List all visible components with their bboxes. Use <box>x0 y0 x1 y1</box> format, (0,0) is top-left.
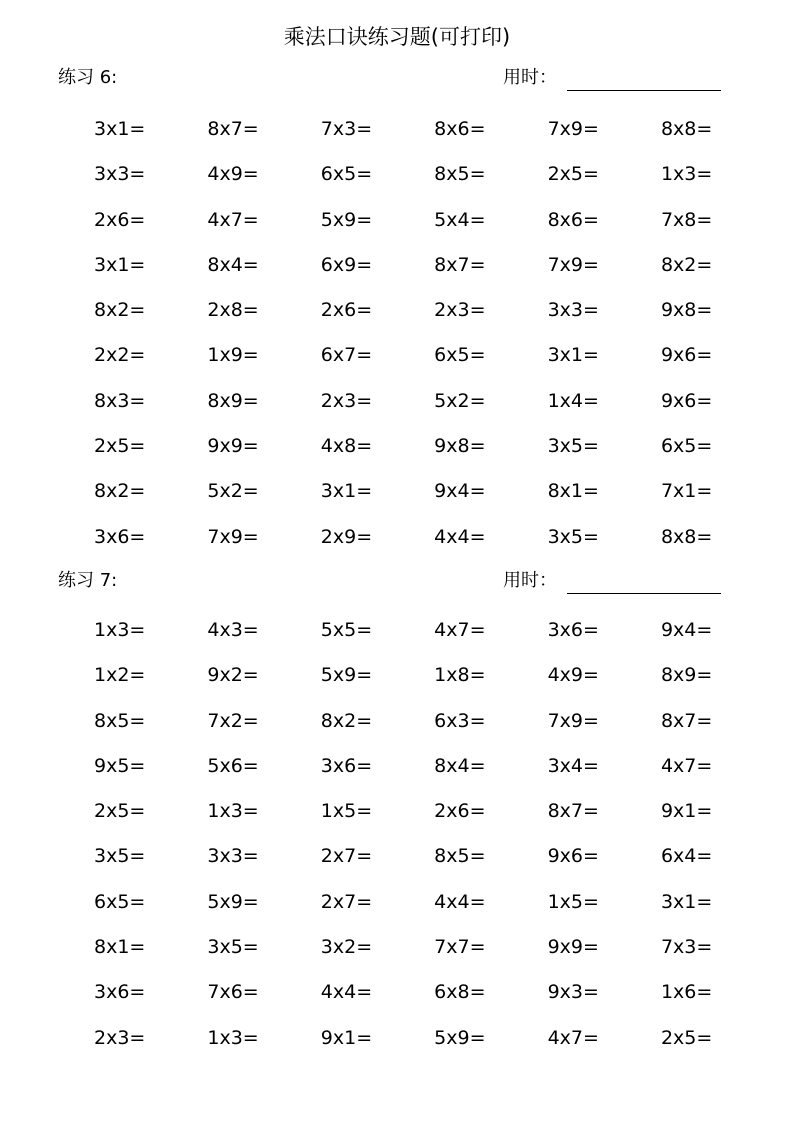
problem-cell: 3x1= <box>320 480 373 503</box>
problem-cell: 2x6= <box>434 800 486 823</box>
problem-cell: 1x8= <box>434 664 486 687</box>
problem-cell: 5x9= <box>434 1026 486 1049</box>
problem-cell: 9x2= <box>207 664 259 687</box>
problem-cell: 2x5= <box>94 435 146 458</box>
problem-cell: 3x5= <box>207 936 259 959</box>
problem-cell: 2x3= <box>434 299 486 322</box>
problem-cell: 7x2= <box>207 709 259 732</box>
problem-cell: 5x5= <box>320 619 373 641</box>
problem-cell: 8x4= <box>434 754 486 777</box>
problem-cell: 9x1= <box>320 1026 373 1049</box>
problem-cell: 8x1= <box>94 936 146 959</box>
problem-cell: 3x3= <box>547 299 599 322</box>
problem-cell: 8x6= <box>547 208 599 231</box>
problem-cell: 9x6= <box>660 344 713 367</box>
problem-cell: 7x3= <box>320 118 373 140</box>
problem-cell: 5x9= <box>320 208 373 231</box>
problem-cell: 6x8= <box>434 981 486 1004</box>
problem-cell: 9x4= <box>660 619 713 641</box>
problem-cell: 8x5= <box>434 163 486 186</box>
problem-cell: 3x5= <box>94 845 146 868</box>
problem-cell: 6x4= <box>660 845 713 868</box>
problem-cell: 3x5= <box>547 525 599 548</box>
problem-cell: 3x3= <box>94 163 146 186</box>
page-title: 乘法口诀练习题(可打印) <box>283 25 511 49</box>
problem-cell: 9x1= <box>660 800 713 823</box>
problem-cell: 3x1= <box>94 118 146 140</box>
problem-cell: 8x4= <box>207 253 259 276</box>
section-label-6: 练习 6: <box>58 67 118 88</box>
problem-cell: 5x2= <box>434 389 486 412</box>
problem-cell: 4x3= <box>207 619 259 641</box>
problem-cell: 4x4= <box>434 890 486 913</box>
problem-cell: 5x9= <box>207 890 259 913</box>
problem-cell: 2x3= <box>320 389 373 412</box>
problem-cell: 8x6= <box>434 118 486 140</box>
problem-cell: 2x5= <box>660 1026 713 1049</box>
problem-cell: 9x6= <box>660 389 713 412</box>
problem-cell: 2x3= <box>94 1026 146 1049</box>
problem-cell: 2x9= <box>320 525 373 548</box>
problem-cell: 4x7= <box>660 754 713 777</box>
problem-cell: 6x7= <box>320 344 373 367</box>
problem-cell: 5x4= <box>434 208 486 231</box>
problem-cell: 8x2= <box>320 709 373 732</box>
time-label-6: 用时： <box>503 67 557 88</box>
problem-cell: 8x9= <box>207 389 259 412</box>
problem-cell: 6x5= <box>434 344 486 367</box>
problem-cell: 8x2= <box>94 299 146 322</box>
problem-cell: 1x3= <box>207 800 259 823</box>
problem-cell: 8x7= <box>547 800 599 823</box>
problem-cell: 8x2= <box>94 480 146 503</box>
problem-cell: 3x1= <box>94 253 146 276</box>
problem-cell: 1x3= <box>94 619 146 641</box>
problem-cell: 5x6= <box>207 754 259 777</box>
problem-cell: 2x2= <box>94 344 146 367</box>
problem-cell: 8x7= <box>434 253 486 276</box>
section-label-7: 练习 7: <box>58 570 118 591</box>
problem-cell: 8x7= <box>207 118 259 140</box>
problem-cell: 6x3= <box>434 709 486 732</box>
problem-cell: 8x2= <box>660 253 713 276</box>
problem-cell: 7x9= <box>207 525 259 548</box>
problem-cell: 8x9= <box>660 664 713 687</box>
problem-cell: 2x7= <box>320 890 373 913</box>
problem-cell: 2x5= <box>547 163 599 186</box>
problem-cell: 1x6= <box>660 981 713 1004</box>
problem-cell: 8x7= <box>660 709 713 732</box>
problem-cell: 4x9= <box>547 664 599 687</box>
problem-cell: 9x4= <box>434 480 486 503</box>
problem-cell: 4x7= <box>434 619 486 641</box>
time-answer-line-6[interactable] <box>567 90 721 91</box>
problem-cell: 3x6= <box>94 981 146 1004</box>
problem-cell: 4x7= <box>207 208 259 231</box>
problem-cell: 2x6= <box>320 299 373 322</box>
problem-cell: 6x5= <box>320 163 373 186</box>
problem-cell: 1x9= <box>207 344 259 367</box>
problem-cell: 4x4= <box>320 981 373 1004</box>
problem-cell: 8x1= <box>547 480 599 503</box>
problem-cell: 6x9= <box>320 253 373 276</box>
problem-cell: 8x5= <box>94 709 146 732</box>
problem-cell: 1x3= <box>660 163 713 186</box>
problem-grid-6 <box>80 117 760 570</box>
problem-cell: 7x1= <box>660 480 713 503</box>
problem-cell: 9x3= <box>547 981 599 1004</box>
problem-cell: 2x7= <box>320 845 373 868</box>
problem-cell: 3x4= <box>547 754 599 777</box>
problem-cell: 5x2= <box>207 480 259 503</box>
problem-cell: 7x7= <box>434 936 486 959</box>
problem-cell: 1x2= <box>94 664 146 687</box>
problem-grid-7 <box>80 618 760 1071</box>
problem-cell: 3x1= <box>660 890 713 913</box>
problem-cell: 9x9= <box>207 435 259 458</box>
problem-cell: 3x2= <box>320 936 373 959</box>
problem-cell: 7x9= <box>547 118 599 140</box>
problem-cell: 3x6= <box>94 525 146 548</box>
time-label-7: 用时： <box>503 570 557 591</box>
problem-cell: 2x5= <box>94 800 146 823</box>
problem-cell: 3x5= <box>547 435 599 458</box>
problem-cell: 9x5= <box>94 754 146 777</box>
problem-cell: 9x9= <box>547 936 599 959</box>
problem-cell: 9x6= <box>547 845 599 868</box>
problem-cell: 7x3= <box>660 936 713 959</box>
problem-cell: 7x9= <box>547 709 599 732</box>
problem-cell: 4x7= <box>547 1026 599 1049</box>
problem-cell: 3x1= <box>547 344 599 367</box>
problem-cell: 2x8= <box>207 299 259 322</box>
problem-cell: 8x8= <box>660 118 713 140</box>
problem-cell: 7x9= <box>547 253 599 276</box>
problem-cell: 1x3= <box>207 1026 259 1049</box>
problem-cell: 8x5= <box>434 845 486 868</box>
problem-cell: 9x8= <box>660 299 713 322</box>
problem-cell: 8x8= <box>660 525 713 548</box>
problem-cell: 3x6= <box>320 754 373 777</box>
problem-cell: 1x5= <box>320 800 373 823</box>
problem-cell: 6x5= <box>94 890 146 913</box>
problem-cell: 1x5= <box>547 890 599 913</box>
problem-cell: 4x4= <box>434 525 486 548</box>
problem-cell: 9x8= <box>434 435 486 458</box>
time-answer-line-7[interactable] <box>567 593 721 594</box>
problem-cell: 1x4= <box>547 389 599 412</box>
problem-cell: 4x8= <box>320 435 373 458</box>
problem-cell: 5x9= <box>320 664 373 687</box>
problem-cell: 8x3= <box>94 389 146 412</box>
problem-cell: 6x5= <box>660 435 713 458</box>
problem-cell: 7x8= <box>660 208 713 231</box>
problem-cell: 3x6= <box>547 619 599 641</box>
problem-cell: 4x9= <box>207 163 259 186</box>
problem-cell: 2x6= <box>94 208 146 231</box>
problem-cell: 7x6= <box>207 981 259 1004</box>
problem-cell: 3x3= <box>207 845 259 868</box>
